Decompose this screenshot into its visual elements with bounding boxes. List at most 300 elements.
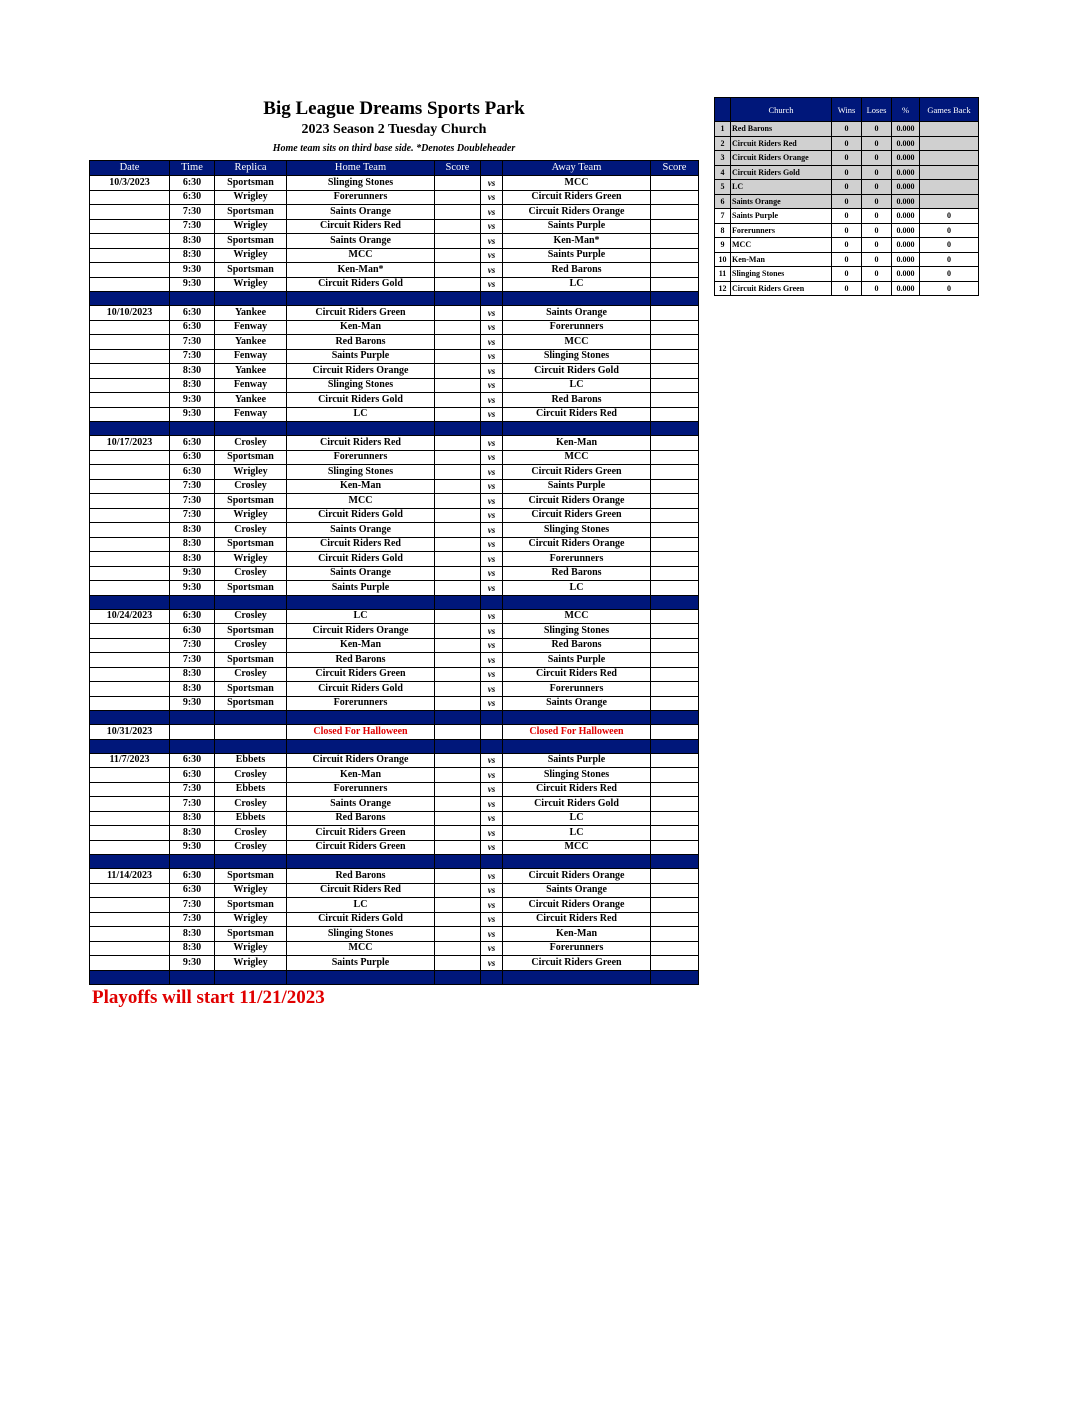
date-cell: 10/17/2023	[90, 436, 170, 451]
away-score-cell	[651, 378, 699, 393]
home-score-cell	[435, 768, 481, 783]
date-cell	[90, 581, 170, 596]
home-team-cell: Ken-Man	[287, 479, 435, 494]
replica-cell: Crosley	[215, 826, 287, 841]
home-score-cell	[435, 725, 481, 740]
away-score-cell	[651, 306, 699, 321]
away-team-cell: Circuit Riders Red	[503, 407, 651, 422]
away-team-cell: Closed For Halloween	[503, 725, 651, 740]
table-row	[90, 956, 699, 971]
away-score-cell	[651, 696, 699, 711]
date-cell	[90, 219, 170, 234]
table-row	[90, 436, 699, 451]
vs-cell: vs	[481, 581, 503, 596]
pct-cell: 0.000	[892, 122, 920, 137]
wins-cell: 0	[832, 238, 862, 253]
vs-cell: vs	[481, 523, 503, 538]
standings-column-header: Church	[731, 98, 832, 122]
away-team-cell: LC	[503, 826, 651, 841]
date-cell	[90, 624, 170, 639]
separator-cell	[435, 970, 481, 984]
loses-cell: 0	[862, 151, 892, 166]
wins-cell: 0	[832, 252, 862, 267]
standings-row	[715, 209, 979, 224]
date-cell	[90, 638, 170, 653]
time-cell: 9:30	[170, 277, 215, 292]
games-back-cell	[920, 180, 979, 195]
away-team-cell: Circuit Riders Green	[503, 465, 651, 480]
separator-cell	[170, 422, 215, 436]
home-team-cell: Slinging Stones	[287, 176, 435, 191]
away-score-cell	[651, 450, 699, 465]
home-score-cell	[435, 306, 481, 321]
home-team-cell: Circuit Riders Orange	[287, 364, 435, 379]
separator-cell	[651, 855, 699, 869]
page-title: Big League Dreams Sports Park	[263, 98, 525, 119]
time-cell: 8:30	[170, 826, 215, 841]
separator-cell	[90, 711, 170, 725]
date-cell	[90, 840, 170, 855]
vs-cell: vs	[481, 465, 503, 480]
away-score-cell	[651, 667, 699, 682]
home-team-cell: Circuit Riders Red	[287, 219, 435, 234]
standings-row	[715, 136, 979, 151]
standings-body	[715, 122, 979, 296]
separator-cell	[435, 422, 481, 436]
pct-cell: 0.000	[892, 165, 920, 180]
home-score-cell	[435, 494, 481, 509]
home-team-cell: Saints Orange	[287, 205, 435, 220]
vs-cell: vs	[481, 349, 503, 364]
away-score-cell	[651, 941, 699, 956]
replica-cell: Fenway	[215, 378, 287, 393]
pct-cell: 0.000	[892, 252, 920, 267]
separator-cell	[503, 711, 651, 725]
away-team-cell: Circuit Riders Gold	[503, 364, 651, 379]
separator-cell	[481, 711, 503, 725]
separator-cell	[503, 595, 651, 609]
date-cell	[90, 393, 170, 408]
games-back-cell: 0	[920, 281, 979, 296]
time-cell: 7:30	[170, 335, 215, 350]
standings-row	[715, 151, 979, 166]
replica-cell: Crosley	[215, 479, 287, 494]
table-row	[90, 234, 699, 249]
home-team-cell: MCC	[287, 494, 435, 509]
away-score-cell	[651, 393, 699, 408]
vs-cell: vs	[481, 248, 503, 263]
replica-cell	[215, 725, 287, 740]
away-team-cell: Circuit Riders Orange	[503, 537, 651, 552]
separator-cell	[503, 855, 651, 869]
wins-cell: 0	[832, 223, 862, 238]
vs-cell: vs	[481, 912, 503, 927]
home-team-cell: Saints Orange	[287, 566, 435, 581]
replica-cell: Sportsman	[215, 696, 287, 711]
home-team-cell: Ken-Man	[287, 638, 435, 653]
team-cell: LC	[731, 180, 832, 195]
home-score-cell	[435, 696, 481, 711]
away-team-cell: MCC	[503, 335, 651, 350]
rank-cell: 3	[715, 151, 731, 166]
time-cell: 8:30	[170, 248, 215, 263]
away-team-cell: Circuit Riders Orange	[503, 869, 651, 884]
separator-cell	[503, 739, 651, 753]
date-cell	[90, 682, 170, 697]
date-cell	[90, 450, 170, 465]
vs-cell: vs	[481, 869, 503, 884]
vs-cell: vs	[481, 378, 503, 393]
away-score-cell	[651, 782, 699, 797]
home-score-cell	[435, 956, 481, 971]
time-cell: 8:30	[170, 811, 215, 826]
loses-cell: 0	[862, 252, 892, 267]
table-row	[90, 479, 699, 494]
vs-cell: vs	[481, 479, 503, 494]
away-team-cell: Ken-Man*	[503, 234, 651, 249]
vs-cell: vs	[481, 190, 503, 205]
pct-cell: 0.000	[892, 238, 920, 253]
rank-cell: 1	[715, 122, 731, 137]
vs-cell: vs	[481, 436, 503, 451]
rank-cell: 8	[715, 223, 731, 238]
vs-cell: vs	[481, 234, 503, 249]
table-row	[90, 552, 699, 567]
replica-cell: Sportsman	[215, 581, 287, 596]
home-team-cell: Circuit Riders Red	[287, 436, 435, 451]
vs-cell: vs	[481, 552, 503, 567]
replica-cell: Fenway	[215, 320, 287, 335]
vs-cell: vs	[481, 956, 503, 971]
home-team-cell: Forerunners	[287, 450, 435, 465]
table-row	[90, 349, 699, 364]
home-team-cell: Circuit Riders Gold	[287, 552, 435, 567]
away-score-cell	[651, 624, 699, 639]
away-team-cell: MCC	[503, 840, 651, 855]
date-cell	[90, 956, 170, 971]
home-team-cell: Circuit Riders Gold	[287, 508, 435, 523]
team-cell: Red Barons	[731, 122, 832, 137]
replica-cell: Sportsman	[215, 205, 287, 220]
home-score-cell	[435, 609, 481, 624]
home-score-cell	[435, 190, 481, 205]
table-row	[90, 883, 699, 898]
time-cell: 6:30	[170, 753, 215, 768]
table-row	[90, 508, 699, 523]
away-team-cell: LC	[503, 581, 651, 596]
separator-cell	[435, 292, 481, 306]
vs-cell: vs	[481, 393, 503, 408]
table-row	[90, 869, 699, 884]
away-team-cell: Forerunners	[503, 320, 651, 335]
home-score-cell	[435, 263, 481, 278]
table-row	[90, 811, 699, 826]
away-team-cell: Forerunners	[503, 941, 651, 956]
time-cell: 7:30	[170, 898, 215, 913]
separator-cell	[651, 595, 699, 609]
time-cell: 8:30	[170, 378, 215, 393]
away-team-cell: LC	[503, 811, 651, 826]
date-cell	[90, 494, 170, 509]
date-cell	[90, 407, 170, 422]
away-score-cell	[651, 797, 699, 812]
time-cell: 7:30	[170, 653, 215, 668]
home-score-cell	[435, 826, 481, 841]
time-cell: 6:30	[170, 190, 215, 205]
separator-cell	[481, 422, 503, 436]
table-row	[90, 306, 699, 321]
table-row	[90, 581, 699, 596]
date-cell	[90, 263, 170, 278]
wins-cell: 0	[832, 165, 862, 180]
date-cell	[90, 667, 170, 682]
replica-cell: Crosley	[215, 609, 287, 624]
away-score-cell	[651, 552, 699, 567]
table-row	[90, 826, 699, 841]
games-back-cell	[920, 136, 979, 151]
standings-header-row	[715, 98, 979, 122]
rank-cell: 11	[715, 267, 731, 282]
away-score-cell	[651, 494, 699, 509]
home-team-cell: MCC	[287, 941, 435, 956]
away-team-cell: MCC	[503, 609, 651, 624]
separator-cell	[651, 422, 699, 436]
home-score-cell	[435, 219, 481, 234]
away-score-cell	[651, 205, 699, 220]
date-cell: 11/7/2023	[90, 753, 170, 768]
loses-cell: 0	[862, 209, 892, 224]
replica-cell: Crosley	[215, 797, 287, 812]
home-team-cell: Circuit Riders Red	[287, 537, 435, 552]
separator-cell	[287, 970, 435, 984]
home-team-cell: Slinging Stones	[287, 465, 435, 480]
date-cell	[90, 768, 170, 783]
away-team-cell: Slinging Stones	[503, 523, 651, 538]
time-cell: 7:30	[170, 349, 215, 364]
week-separator	[90, 855, 699, 869]
home-team-cell: Red Barons	[287, 335, 435, 350]
loses-cell: 0	[862, 180, 892, 195]
home-score-cell	[435, 176, 481, 191]
separator-cell	[215, 970, 287, 984]
rank-cell: 5	[715, 180, 731, 195]
separator-cell	[287, 422, 435, 436]
away-score-cell	[651, 248, 699, 263]
rank-cell: 7	[715, 209, 731, 224]
time-cell: 8:30	[170, 941, 215, 956]
separator-cell	[503, 292, 651, 306]
time-cell: 6:30	[170, 609, 215, 624]
table-row	[90, 768, 699, 783]
replica-cell: Yankee	[215, 393, 287, 408]
standings-row	[715, 165, 979, 180]
date-cell	[90, 508, 170, 523]
games-back-cell: 0	[920, 238, 979, 253]
away-team-cell: Red Barons	[503, 263, 651, 278]
date-cell: 11/14/2023	[90, 869, 170, 884]
separator-cell	[481, 595, 503, 609]
date-cell	[90, 782, 170, 797]
away-team-cell: Slinging Stones	[503, 349, 651, 364]
replica-cell: Sportsman	[215, 234, 287, 249]
home-score-cell	[435, 869, 481, 884]
time-cell: 7:30	[170, 205, 215, 220]
vs-cell: vs	[481, 653, 503, 668]
time-cell: 7:30	[170, 479, 215, 494]
time-cell: 7:30	[170, 219, 215, 234]
table-row	[90, 335, 699, 350]
replica-cell: Fenway	[215, 407, 287, 422]
table-row	[90, 465, 699, 480]
games-back-cell: 0	[920, 267, 979, 282]
separator-cell	[481, 855, 503, 869]
table-row	[90, 753, 699, 768]
away-score-cell	[651, 320, 699, 335]
vs-cell: vs	[481, 306, 503, 321]
time-cell: 8:30	[170, 682, 215, 697]
home-score-cell	[435, 912, 481, 927]
away-score-cell	[651, 190, 699, 205]
replica-cell: Crosley	[215, 566, 287, 581]
table-row	[90, 638, 699, 653]
team-cell: Circuit Riders Red	[731, 136, 832, 151]
column-header: Date	[90, 161, 170, 176]
time-cell: 8:30	[170, 552, 215, 567]
table-row	[90, 537, 699, 552]
vs-cell: vs	[481, 537, 503, 552]
date-cell: 10/3/2023	[90, 176, 170, 191]
away-team-cell: Circuit Riders Orange	[503, 494, 651, 509]
table-row	[90, 609, 699, 624]
replica-cell: Ebbets	[215, 782, 287, 797]
away-score-cell	[651, 682, 699, 697]
time-cell: 9:30	[170, 840, 215, 855]
date-cell	[90, 566, 170, 581]
home-score-cell	[435, 479, 481, 494]
separator-cell	[90, 422, 170, 436]
home-score-cell	[435, 450, 481, 465]
time-cell: 6:30	[170, 883, 215, 898]
away-score-cell	[651, 234, 699, 249]
vs-cell: vs	[481, 407, 503, 422]
time-cell: 8:30	[170, 667, 215, 682]
home-team-cell: Circuit Riders Gold	[287, 682, 435, 697]
replica-cell: Sportsman	[215, 494, 287, 509]
away-score-cell	[651, 176, 699, 191]
vs-cell: vs	[481, 494, 503, 509]
time-cell: 6:30	[170, 320, 215, 335]
column-header: Home Team	[287, 161, 435, 176]
pct-cell: 0.000	[892, 151, 920, 166]
home-score-cell	[435, 898, 481, 913]
away-score-cell	[651, 898, 699, 913]
away-score-cell	[651, 436, 699, 451]
schedule-body	[90, 176, 699, 985]
vs-cell: vs	[481, 797, 503, 812]
separator-cell	[170, 711, 215, 725]
away-team-cell: LC	[503, 378, 651, 393]
replica-cell: Sportsman	[215, 176, 287, 191]
away-score-cell	[651, 753, 699, 768]
away-score-cell	[651, 537, 699, 552]
vs-cell: vs	[481, 927, 503, 942]
home-score-cell	[435, 667, 481, 682]
vs-cell: vs	[481, 176, 503, 191]
week-separator	[90, 739, 699, 753]
date-cell	[90, 696, 170, 711]
home-score-cell	[435, 753, 481, 768]
week-separator	[90, 711, 699, 725]
away-score-cell	[651, 840, 699, 855]
date-cell	[90, 349, 170, 364]
away-team-cell: Circuit Riders Green	[503, 956, 651, 971]
replica-cell: Sportsman	[215, 263, 287, 278]
replica-cell: Crosley	[215, 638, 287, 653]
home-team-cell: Circuit Riders Green	[287, 826, 435, 841]
away-score-cell	[651, 407, 699, 422]
time-cell: 8:30	[170, 927, 215, 942]
away-team-cell: LC	[503, 277, 651, 292]
standings-column-header: Loses	[862, 98, 892, 122]
separator-cell	[170, 595, 215, 609]
time-cell: 7:30	[170, 797, 215, 812]
away-score-cell	[651, 912, 699, 927]
home-score-cell	[435, 465, 481, 480]
date-cell: 10/31/2023	[90, 725, 170, 740]
date-cell	[90, 364, 170, 379]
home-team-cell: Red Barons	[287, 811, 435, 826]
replica-cell: Crosley	[215, 840, 287, 855]
table-row	[90, 523, 699, 538]
table-row	[90, 407, 699, 422]
vs-cell: vs	[481, 263, 503, 278]
standings-row	[715, 281, 979, 296]
separator-cell	[90, 595, 170, 609]
vs-cell: vs	[481, 450, 503, 465]
separator-cell	[435, 855, 481, 869]
away-score-cell	[651, 581, 699, 596]
pct-cell: 0.000	[892, 136, 920, 151]
week-separator	[90, 595, 699, 609]
time-cell: 6:30	[170, 624, 215, 639]
time-cell: 6:30	[170, 450, 215, 465]
date-cell	[90, 898, 170, 913]
away-score-cell	[651, 956, 699, 971]
team-cell: Circuit Riders Orange	[731, 151, 832, 166]
time-cell: 9:30	[170, 696, 215, 711]
date-cell	[90, 883, 170, 898]
vs-cell: vs	[481, 609, 503, 624]
date-cell	[90, 465, 170, 480]
week-separator	[90, 422, 699, 436]
replica-cell: Sportsman	[215, 537, 287, 552]
table-row	[90, 450, 699, 465]
away-score-cell	[651, 263, 699, 278]
away-score-cell	[651, 364, 699, 379]
away-team-cell: MCC	[503, 176, 651, 191]
separator-cell	[481, 292, 503, 306]
home-team-cell: Closed For Halloween	[287, 725, 435, 740]
wins-cell: 0	[832, 151, 862, 166]
home-team-cell: Red Barons	[287, 653, 435, 668]
home-score-cell	[435, 248, 481, 263]
home-score-cell	[435, 537, 481, 552]
away-score-cell	[651, 479, 699, 494]
home-team-cell: Circuit Riders Gold	[287, 277, 435, 292]
date-cell	[90, 826, 170, 841]
away-score-cell	[651, 523, 699, 538]
pct-cell: 0.000	[892, 281, 920, 296]
